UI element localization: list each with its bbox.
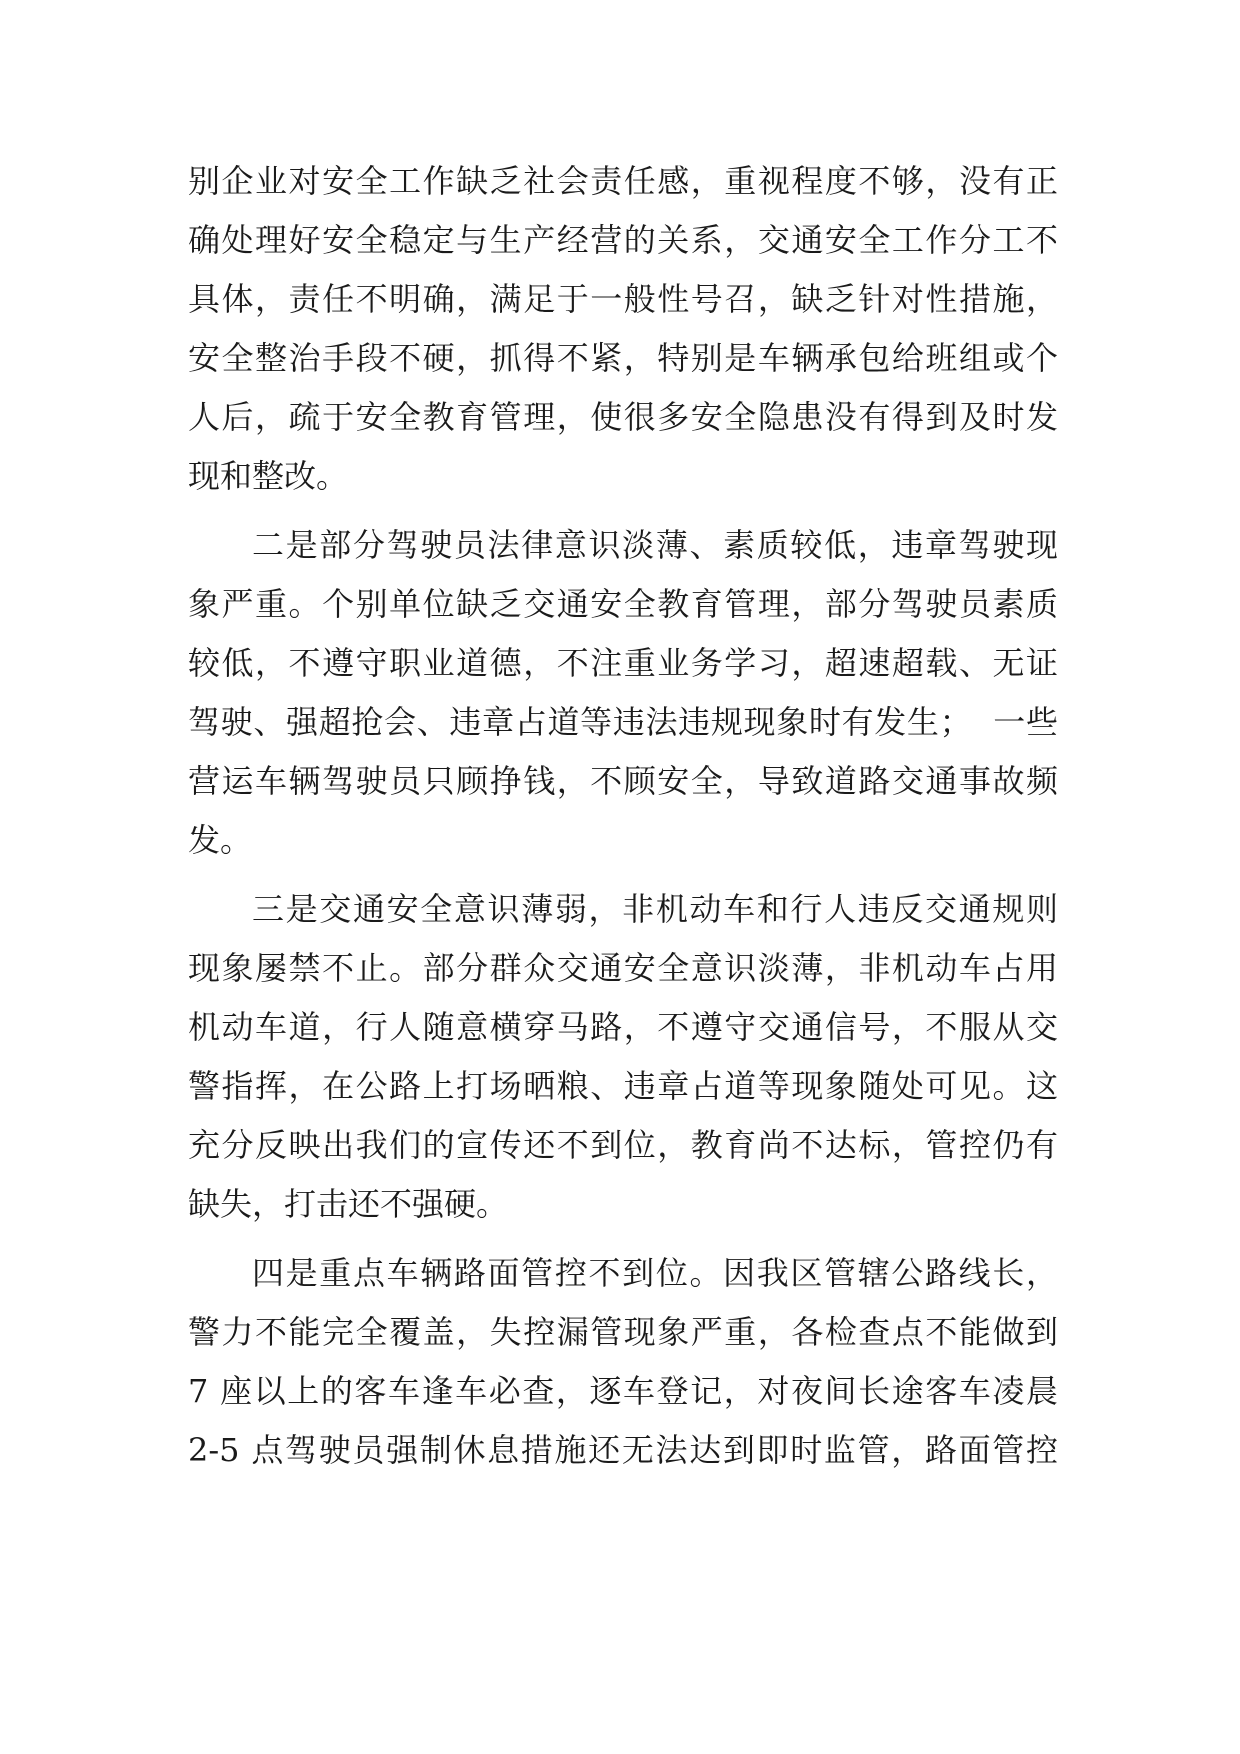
text-line: 缺失，打击还不强硬。 (188, 1185, 509, 1223)
paragraph-1 (188, 152, 1058, 506)
text-line: 2-5 点驾驶员强制休息措施还无法达到即时监管，路面管控 (188, 1431, 1058, 1469)
paragraph-2 (188, 516, 1058, 870)
text-line: 驾驶、强超抢会、违章占道等违法违规现象时有发生； 一些 (188, 703, 1058, 741)
paragraph-3 (188, 880, 1058, 1234)
text-line: 警力不能完全覆盖，失控漏管现象严重，各检查点不能做到 (188, 1313, 1058, 1351)
text-line: 具体，责任不明确，满足于一般性号召，缺乏针对性措施， (188, 280, 1058, 318)
text-line: 警指挥，在公路上打场晒粮、违章占道等现象随处可见。这 (188, 1067, 1058, 1105)
text-line: 较低，不遵守职业道德，不注重业务学习，超速超载、无证 (188, 644, 1058, 682)
text-line: 安全整治手段不硬，抓得不紧，特别是车辆承包给班组或个 (188, 339, 1058, 377)
document-body (188, 152, 1058, 1490)
text-line: 象严重。个别单位缺乏交通安全教育管理，部分驾驶员素质 (188, 585, 1058, 623)
text-line: 现象屡禁不止。部分群众交通安全意识淡薄，非机动车占用 (188, 949, 1058, 987)
text-line: 营运车辆驾驶员只顾挣钱，不顾安全，导致道路交通事故频 (188, 762, 1058, 800)
text-line: 别企业对安全工作缺乏社会责任感，重视程度不够，没有正 (188, 162, 1058, 200)
text-line: 确处理好安全稳定与生产经营的关系，交通安全工作分工不 (188, 221, 1058, 259)
text-line: 发。 (188, 821, 253, 859)
text-line: 四是重点车辆路面管控不到位。因我区管辖公路线长， (252, 1254, 1058, 1292)
text-line: 机动车道，行人随意横穿马路，不遵守交通信号，不服从交 (188, 1008, 1058, 1046)
text-line: 二是部分驾驶员法律意识淡薄、素质较低，违章驾驶现 (252, 526, 1058, 564)
text-line: 现和整改。 (188, 457, 349, 495)
text-line: 充分反映出我们的宣传还不到位，教育尚不达标，管控仍有 (188, 1126, 1058, 1164)
text-line: 7 座以上的客车逢车必查，逐车登记，对夜间长途客车凌晨 (188, 1372, 1058, 1410)
text-line: 人后，疏于安全教育管理，使很多安全隐患没有得到及时发 (188, 398, 1058, 436)
paragraph-4 (188, 1244, 1058, 1480)
text-line: 三是交通安全意识薄弱，非机动车和行人违反交通规则 (252, 890, 1058, 928)
